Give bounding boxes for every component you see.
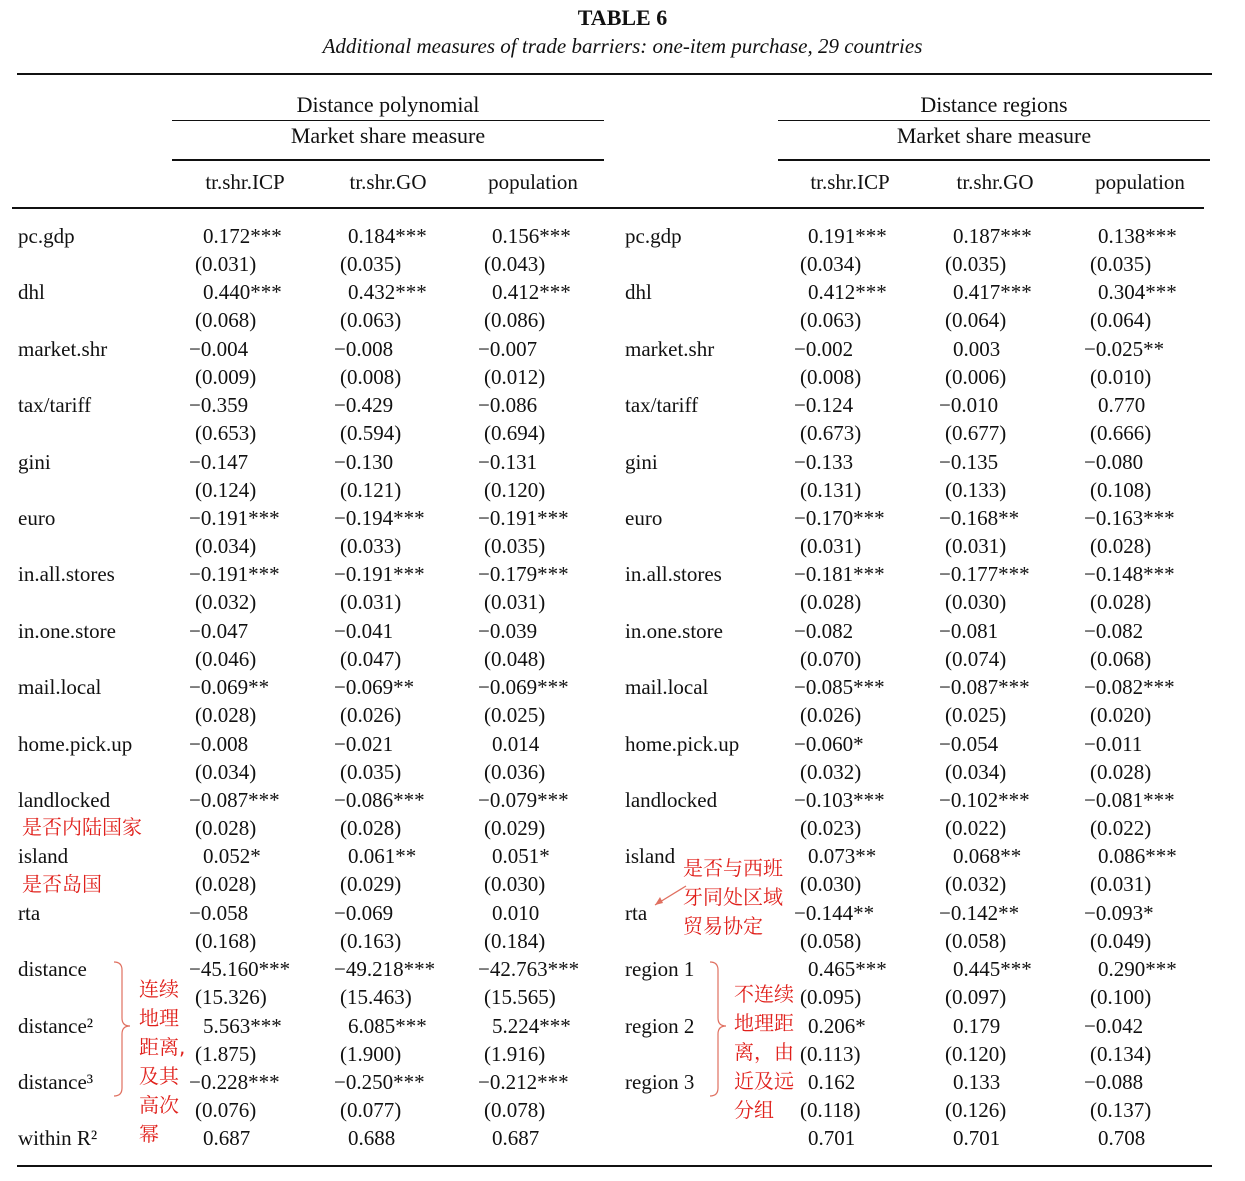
right-coef-cell: −0.103*** xyxy=(794,788,885,812)
left-coef-cell: −0.039 xyxy=(478,618,538,643)
right-coef-cell: −0.142** xyxy=(939,900,1020,925)
right-coef-cell: −0.081*** xyxy=(1084,788,1175,812)
right-coef-cell: 0.701 xyxy=(953,1126,1001,1151)
left-coef-cell: −0.086 xyxy=(478,393,538,418)
right-se-cell: (0.049) xyxy=(1090,928,1152,953)
right-row-label: pc.gdp xyxy=(625,224,682,248)
annotation-landlocked: 是否内陆国家 xyxy=(22,815,142,839)
right-se-cell: (0.032) xyxy=(800,759,862,784)
left-se-cell: (0.076) xyxy=(195,1098,257,1122)
right-se-cell: (0.068) xyxy=(1090,646,1152,671)
right-se-cell: (0.113) xyxy=(800,1041,861,1066)
left-coef-cell: 0.014 xyxy=(492,731,540,756)
right-coef-cell: −0.042 xyxy=(1084,1013,1144,1038)
bottom-rule xyxy=(17,1165,1212,1167)
arrow-icon xyxy=(655,886,686,905)
left-se-cell: (1.916) xyxy=(484,1041,546,1066)
right-se-cell: (0.022) xyxy=(945,816,1007,840)
left-se-cell: (0.031) xyxy=(340,590,402,615)
right-se-cell: (0.137) xyxy=(1090,1098,1152,1122)
right-se-cell: (0.064) xyxy=(945,308,1007,333)
arrowhead-icon xyxy=(655,897,663,905)
left-se-cell: (0.077) xyxy=(340,1098,402,1122)
left-coef-cell: −0.250*** xyxy=(334,1070,425,1094)
right-row-label: mail.local xyxy=(625,675,709,700)
left-coef-cell: 6.085*** xyxy=(348,1013,427,1038)
right-se-cell: (0.108) xyxy=(1090,477,1152,502)
left-se-cell: (0.026) xyxy=(340,703,402,728)
left-col-header-2: tr.shr.GO xyxy=(349,170,427,194)
left-coef-cell: −0.069** xyxy=(189,675,270,700)
right-group-header xyxy=(778,90,1210,151)
right-row-label: gini xyxy=(625,449,658,474)
left-coef-cell: −0.191*** xyxy=(334,562,425,587)
left-coef-cell: 0.440*** xyxy=(203,280,282,305)
left-coef-cell: 0.412*** xyxy=(492,280,571,305)
right-se-cell: (0.035) xyxy=(945,252,1007,276)
left-se-cell: (1.900) xyxy=(340,1041,402,1066)
right-se-cell: (0.031) xyxy=(800,534,862,558)
right-se-cell: (0.131) xyxy=(800,477,862,502)
right-se-cell: (0.126) xyxy=(945,1098,1007,1122)
right-se-cell: (0.022) xyxy=(1090,816,1152,840)
left-se-cell: (1.875) xyxy=(195,1041,257,1066)
left-se-cell: (15.565) xyxy=(484,985,556,1010)
left-row-label: island xyxy=(18,844,69,869)
right-row-label: dhl xyxy=(625,280,652,305)
left-coef-cell: −0.069** xyxy=(334,675,415,700)
right-coef-cell: 0.133 xyxy=(953,1070,1001,1094)
left-se-cell: (0.036) xyxy=(484,759,546,784)
left-se-cell: (0.012) xyxy=(484,364,546,389)
left-coef-cell: −0.191*** xyxy=(189,562,280,587)
right-coef-cell: −0.093* xyxy=(1084,900,1154,925)
left-group-rule xyxy=(172,159,604,161)
right-row-label: market.shr xyxy=(625,336,715,361)
right-col-header-1: tr.shr.ICP xyxy=(810,170,890,194)
right-se-cell: (0.035) xyxy=(1090,252,1152,276)
right-se-cell: (0.070) xyxy=(800,646,862,671)
right-row-label: in.one.store xyxy=(625,618,723,643)
left-se-cell: (0.120) xyxy=(484,477,546,502)
left-coef-cell: −0.147 xyxy=(189,449,249,474)
left-se-cell: (0.035) xyxy=(484,534,546,558)
left-coef-cell: 5.224*** xyxy=(492,1013,571,1038)
left-se-cell: (15.463) xyxy=(340,985,412,1010)
left-se-cell: (0.034) xyxy=(195,534,257,558)
left-se-cell: (0.025) xyxy=(484,703,546,728)
left-coef-cell: 0.010 xyxy=(492,900,540,925)
right-se-cell: (0.133) xyxy=(945,477,1007,502)
right-coef-cell: −0.085*** xyxy=(794,675,885,700)
table-subtitle: Additional measures of trade barriers: one-item purchase, 29 countries xyxy=(322,34,923,58)
right-se-cell: (0.010) xyxy=(1090,364,1152,389)
left-coef-cell: 0.051* xyxy=(492,844,550,869)
left-coef-cell: 0.061** xyxy=(348,844,417,869)
left-coef-cell: −42.763*** xyxy=(478,957,580,982)
left-se-cell: (0.029) xyxy=(340,872,402,897)
top-rule xyxy=(17,73,1212,75)
annotation-island: 是否岛国 xyxy=(22,872,102,896)
right-se-cell: (0.025) xyxy=(945,703,1007,728)
left-col-header-3: population xyxy=(488,170,578,194)
right-se-cell: (0.058) xyxy=(945,928,1007,953)
right-coef-cell: −0.054 xyxy=(939,731,999,756)
left-se-cell: (0.029) xyxy=(484,816,546,840)
right-coef-cell: −0.082*** xyxy=(1084,675,1175,700)
left-col-header-1: tr.shr.ICP xyxy=(205,170,285,194)
right-coef-cell: 0.417*** xyxy=(953,280,1032,305)
right-coef-cell: 0.138*** xyxy=(1098,224,1177,248)
left-coef-cell: −0.194*** xyxy=(334,506,425,530)
right-se-cell: (0.120) xyxy=(945,1041,1007,1066)
right-se-cell: (0.031) xyxy=(1090,872,1152,897)
left-row-label: in.one.store xyxy=(18,618,116,643)
right-row-label: tax/tariff xyxy=(625,393,699,418)
left-coef-cell: 0.052* xyxy=(203,844,261,869)
right-row-label: euro xyxy=(625,506,663,530)
left-coef-cell: −0.069*** xyxy=(478,675,569,700)
right-se-cell: (0.030) xyxy=(945,590,1007,615)
right-row-label: region 3 xyxy=(625,1070,695,1094)
left-se-cell: (0.063) xyxy=(340,308,402,333)
annotation-distance-poly: 连续 地理 距离, 及其 高次 幂 xyxy=(139,977,186,1146)
left-row-label: dhl xyxy=(18,280,45,305)
right-se-cell: (0.074) xyxy=(945,646,1007,671)
left-se-cell: (0.078) xyxy=(484,1098,546,1122)
left-coef-cell: −0.079*** xyxy=(478,788,569,812)
right-se-cell: (0.026) xyxy=(800,703,862,728)
left-se-cell: (0.168) xyxy=(195,928,257,953)
left-row-label: euro xyxy=(18,506,56,530)
right-row-label: island xyxy=(625,844,676,869)
left-coef-cell: −0.087*** xyxy=(189,788,280,812)
left-se-cell: (0.028) xyxy=(195,872,257,897)
left-se-cell: (0.028) xyxy=(340,816,402,840)
header-rule xyxy=(12,207,1204,209)
right-se-cell: (0.034) xyxy=(945,759,1007,784)
right-coef-cell: 0.068** xyxy=(953,844,1022,869)
left-coef-cell: −0.429 xyxy=(334,393,394,418)
left-row-label: landlocked xyxy=(18,788,111,812)
right-se-cell: (0.028) xyxy=(1090,759,1152,784)
left-coef-cell: 0.172*** xyxy=(203,224,282,248)
right-coef-cell: −0.002 xyxy=(794,336,854,361)
right-se-cell: (0.008) xyxy=(800,364,862,389)
left-coef-cell: 0.688 xyxy=(348,1126,396,1151)
right-se-cell: (0.006) xyxy=(945,364,1007,389)
right-se-cell: (0.666) xyxy=(1090,421,1152,446)
left-coef-cell: −0.008 xyxy=(334,336,394,361)
right-coef-cell: 0.179 xyxy=(953,1013,1001,1038)
right-row-label: home.pick.up xyxy=(625,731,740,756)
left-se-cell: (0.031) xyxy=(484,590,546,615)
right-coef-cell: 0.073** xyxy=(808,844,877,869)
left-coef-cell: −0.212*** xyxy=(478,1070,569,1094)
left-group-line1: Distance polynomial xyxy=(172,90,604,121)
right-se-cell: (0.023) xyxy=(800,816,862,840)
right-row-label: in.all.stores xyxy=(625,562,722,587)
left-se-cell: (0.008) xyxy=(340,364,402,389)
left-row-label: distance³ xyxy=(18,1070,94,1094)
left-coef-cell: −0.359 xyxy=(189,393,249,418)
right-se-cell: (0.028) xyxy=(1090,534,1152,558)
left-se-cell: (15.326) xyxy=(195,985,267,1010)
left-coef-cell: −0.191*** xyxy=(189,506,280,530)
right-coef-cell: −0.144** xyxy=(794,900,875,925)
right-se-cell: (0.064) xyxy=(1090,308,1152,333)
left-coef-cell: −0.130 xyxy=(334,449,394,474)
left-se-cell: (0.035) xyxy=(340,252,402,276)
right-coef-cell: −0.025** xyxy=(1084,336,1165,361)
right-coef-cell: −0.177*** xyxy=(939,562,1030,587)
right-coef-cell: 0.187*** xyxy=(953,224,1032,248)
right-coef-cell: −0.010 xyxy=(939,393,999,418)
left-se-cell: (0.028) xyxy=(195,703,257,728)
left-coef-cell: −0.086*** xyxy=(334,788,425,812)
left-row-label: distance² xyxy=(18,1013,94,1038)
right-coef-cell: −0.011 xyxy=(1084,731,1143,756)
left-coef-cell: 5.563*** xyxy=(203,1013,282,1038)
right-group-line1: Distance regions xyxy=(778,90,1210,121)
right-se-cell: (0.034) xyxy=(800,252,862,276)
left-se-cell: (0.068) xyxy=(195,308,257,333)
left-coef-cell: 0.156*** xyxy=(492,224,571,248)
left-se-cell: (0.121) xyxy=(340,477,402,502)
right-coef-cell: 0.708 xyxy=(1098,1126,1146,1151)
right-se-cell: (0.118) xyxy=(800,1098,861,1122)
left-se-cell: (0.086) xyxy=(484,308,546,333)
left-coef-cell: −49.218*** xyxy=(334,957,436,982)
right-coef-cell: −0.082 xyxy=(1084,618,1144,643)
right-row-label: landlocked xyxy=(625,788,718,812)
right-se-cell: (0.097) xyxy=(945,985,1007,1010)
left-coef-cell: −0.179*** xyxy=(478,562,569,587)
right-se-cell: (0.677) xyxy=(945,421,1007,446)
left-se-cell: (0.653) xyxy=(195,421,257,446)
right-se-cell: (0.134) xyxy=(1090,1041,1152,1066)
left-coef-cell: −0.069 xyxy=(334,900,394,925)
left-se-cell: (0.033) xyxy=(340,534,402,558)
right-row-label: region 2 xyxy=(625,1013,695,1038)
right-se-cell: (0.030) xyxy=(800,872,862,897)
right-coef-cell: 0.770 xyxy=(1098,393,1146,418)
right-coef-cell: −0.170*** xyxy=(794,506,885,530)
left-row-label: pc.gdp xyxy=(18,224,75,248)
right-coef-cell: −0.087*** xyxy=(939,675,1030,700)
right-se-cell: (0.028) xyxy=(800,590,862,615)
table-title: TABLE 6 xyxy=(577,5,668,30)
left-coef-cell: −0.131 xyxy=(478,449,538,474)
left-se-cell: (0.034) xyxy=(195,759,257,784)
left-row-label: tax/tariff xyxy=(18,393,92,418)
left-coef-cell: −0.041 xyxy=(334,618,394,643)
left-se-cell: (0.048) xyxy=(484,646,546,671)
right-se-cell: (0.673) xyxy=(800,421,862,446)
left-row-label: gini xyxy=(18,449,51,474)
right-coef-cell: −0.081 xyxy=(939,618,999,643)
right-group-line2: Market share measure xyxy=(896,123,1092,148)
right-coef-cell: 0.162 xyxy=(808,1070,856,1094)
left-row-label: market.shr xyxy=(18,336,108,361)
left-se-cell: (0.047) xyxy=(340,646,402,671)
right-coef-cell: −0.124 xyxy=(794,393,854,418)
left-row-label: distance xyxy=(18,957,87,982)
right-coef-cell: 0.003 xyxy=(953,336,1001,361)
right-coef-cell: 0.191*** xyxy=(808,224,887,248)
left-coef-cell: −45.160*** xyxy=(189,957,291,982)
left-coef-cell: −0.191*** xyxy=(478,506,569,530)
right-coef-cell: −0.148*** xyxy=(1084,562,1175,587)
left-se-cell: (0.030) xyxy=(484,872,546,897)
right-se-cell: (0.032) xyxy=(945,872,1007,897)
left-se-cell: (0.594) xyxy=(340,421,402,446)
left-row-label: mail.local xyxy=(18,675,102,700)
left-se-cell: (0.124) xyxy=(195,477,257,502)
right-se-cell: (0.058) xyxy=(800,928,862,953)
left-coef-cell: −0.007 xyxy=(478,336,538,361)
right-coef-cell: 0.304*** xyxy=(1098,280,1177,305)
left-coef-cell: −0.004 xyxy=(189,336,249,361)
right-coef-cell: −0.080 xyxy=(1084,449,1144,474)
right-coef-cell: 0.412*** xyxy=(808,280,887,305)
left-se-cell: (0.163) xyxy=(340,928,402,953)
left-row-label: rta xyxy=(18,900,41,925)
left-se-cell: (0.043) xyxy=(484,252,546,276)
right-coef-cell: 0.701 xyxy=(808,1126,856,1151)
left-coef-cell: 0.184*** xyxy=(348,224,427,248)
right-coef-cell: −0.135 xyxy=(939,449,999,474)
left-coef-cell: −0.021 xyxy=(334,731,394,756)
left-se-cell: (0.035) xyxy=(340,759,402,784)
right-coef-cell: −0.163*** xyxy=(1084,506,1175,530)
left-coef-cell: −0.228*** xyxy=(189,1070,280,1094)
left-coef-cell: 0.687 xyxy=(203,1126,251,1151)
right-coef-cell: −0.088 xyxy=(1084,1070,1144,1094)
right-se-cell: (0.028) xyxy=(1090,590,1152,615)
right-coef-cell: 0.445*** xyxy=(953,957,1032,982)
right-se-cell: (0.020) xyxy=(1090,703,1152,728)
left-se-cell: (0.028) xyxy=(195,816,257,840)
annotation-rta: 是否与西班 牙同处区域 贸易协定 xyxy=(683,856,783,938)
left-se-cell: (0.694) xyxy=(484,421,546,446)
right-se-cell: (0.031) xyxy=(945,534,1007,558)
left-se-cell: (0.184) xyxy=(484,928,546,953)
left-row-label: home.pick.up xyxy=(18,731,133,756)
left-brace-icon xyxy=(114,962,130,1096)
left-group-header xyxy=(172,90,604,151)
right-coef-cell: −0.133 xyxy=(794,449,854,474)
right-coef-cell: −0.060* xyxy=(794,731,864,756)
right-coef-cell: −0.082 xyxy=(794,618,854,643)
right-coef-cell: 0.290*** xyxy=(1098,957,1177,982)
annotation-regions: 不连续 地理距 离，由 近及远 分组 xyxy=(734,982,794,1122)
left-coef-cell: −0.008 xyxy=(189,731,249,756)
left-coef-cell: −0.058 xyxy=(189,900,249,925)
right-se-cell: (0.063) xyxy=(800,308,862,333)
right-brace-icon xyxy=(710,962,726,1096)
left-coef-cell: 0.432*** xyxy=(348,280,427,305)
left-group-line2: Market share measure xyxy=(290,123,486,148)
right-col-header-2: tr.shr.GO xyxy=(956,170,1034,194)
right-coef-cell: 0.206* xyxy=(808,1013,866,1038)
left-row-label: in.all.stores xyxy=(18,562,115,587)
left-se-cell: (0.009) xyxy=(195,364,257,389)
left-coef-cell: −0.047 xyxy=(189,618,249,643)
left-se-cell: (0.032) xyxy=(195,590,257,615)
right-col-header-3: population xyxy=(1095,170,1185,194)
right-se-cell: (0.100) xyxy=(1090,985,1152,1010)
right-se-cell: (0.095) xyxy=(800,985,862,1010)
left-coef-cell: 0.687 xyxy=(492,1126,540,1151)
right-coef-cell: −0.181*** xyxy=(794,562,885,587)
left-row-label: within R² xyxy=(18,1126,98,1151)
right-group-rule xyxy=(778,159,1210,161)
right-coef-cell: −0.102*** xyxy=(939,788,1030,812)
right-coef-cell: 0.465*** xyxy=(808,957,887,982)
right-row-label: region 1 xyxy=(625,957,695,982)
right-coef-cell: −0.168** xyxy=(939,506,1020,530)
left-se-cell: (0.046) xyxy=(195,646,257,671)
left-se-cell: (0.031) xyxy=(195,252,257,276)
right-row-label: rta xyxy=(625,900,648,925)
right-coef-cell: 0.086*** xyxy=(1098,844,1177,869)
